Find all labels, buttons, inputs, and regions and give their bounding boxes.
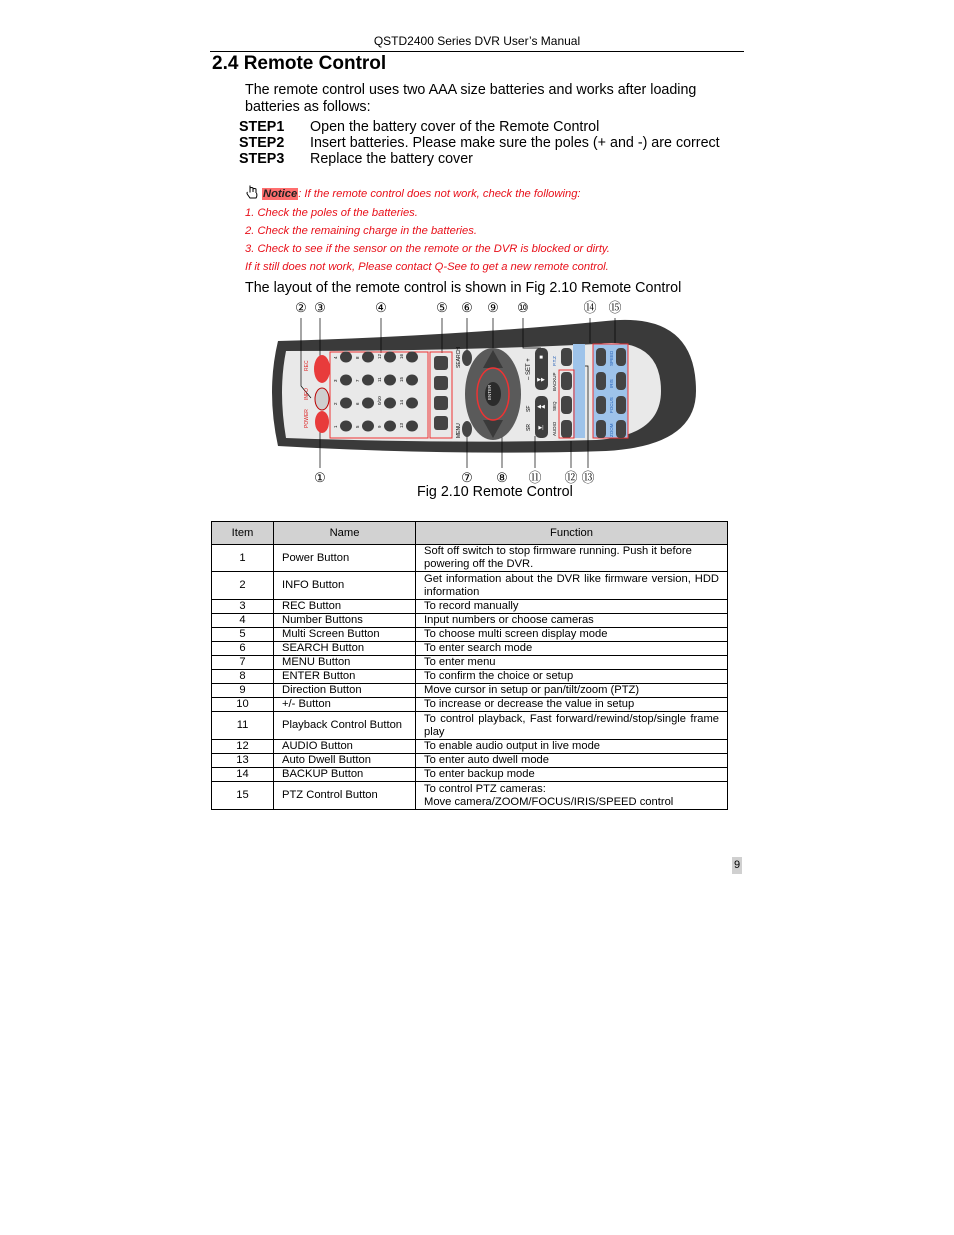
callout-14: ⑭ [583,300,597,315]
step-text: Replace the battery cover [310,151,473,167]
number-label: 14 [399,399,404,405]
cell-item: 7 [212,656,274,670]
number-button[interactable] [362,421,374,432]
notice-lead: : If the remote control does not work, check the following: [298,188,581,200]
backup-button[interactable] [561,372,572,390]
cell-function: To increase or decrease the value in setup [416,698,728,712]
cell-item: 4 [212,614,274,628]
cell-function: To confirm the choice or setup [416,670,728,684]
audio-button[interactable] [561,420,572,438]
number-button[interactable] [362,375,374,386]
cell-name: AUDIO Button [274,740,416,754]
info-button[interactable] [315,388,329,410]
ptz-strip [573,344,585,438]
cell-name: MENU Button [274,656,416,670]
step-1 [239,119,599,135]
cell-item: 6 [212,642,274,656]
multi-screen-button[interactable] [434,396,448,410]
cell-function: To enter search mode [416,642,728,656]
column-header-item: Item [212,522,274,545]
number-label: 8 [355,356,360,359]
table-body [212,545,728,810]
function-table [211,521,728,810]
table-row [212,628,728,642]
callout-2: ② [295,300,307,315]
figure-caption: Fig 2.10 Remote Control [417,484,573,500]
table-header-row [212,522,728,545]
frame-play-icon: ▶| [538,425,544,431]
cell-function: To enter backup mode [416,768,728,782]
cell-item: 15 [212,782,274,810]
number-label: 6 [355,402,360,405]
callout-1: ① [314,470,326,485]
search-button[interactable] [462,350,472,366]
callout-12: ⑫ [564,470,578,485]
backup-label: BACKUP [552,372,557,391]
pointing-hand-icon [244,184,260,200]
section-title: 2.4 Remote Control [212,53,387,74]
cell-function: To control playback, Fast forward/rewind/stop/single frame play [416,712,728,740]
callout-top-row [295,300,621,315]
fast-forward-icon: ▶▶ [537,377,545,383]
search-label: SEARCH [456,347,462,368]
menu-label: MENU [456,423,462,438]
callout-4: ④ [375,300,387,315]
table-row [212,670,728,684]
step-text: Open the battery cover of the Remote Control [310,119,600,135]
number-button[interactable] [340,398,352,409]
cell-function: Get information about the DVR like firmware version, HDD information [416,572,728,600]
number-button[interactable] [362,352,374,363]
cell-item: 3 [212,600,274,614]
cell-name: ENTER Button [274,670,416,684]
step-text: Insert batteries. Please make sure the poles (+ and -) are correct [310,135,720,151]
notice-heading [244,184,581,200]
notice-line: 1. Check the poles of the batteries. [245,207,418,219]
table-row [212,684,728,698]
direction-pad [465,348,521,440]
table-row [212,572,728,600]
number-label: 3 [333,379,338,382]
power-button[interactable] [315,411,329,433]
table-row [212,754,728,768]
speed-minus-button[interactable] [596,348,606,366]
callout-8: ⑧ [496,470,508,485]
page-number: 9 [732,857,742,874]
callout-5: ⑤ [436,300,448,315]
table-row [212,740,728,754]
callout-7: ⑦ [461,470,473,485]
info-label: INFO [304,388,310,400]
zoom-label: ZOOM [609,423,614,437]
cell-function: To record manually [416,600,728,614]
number-label: 11 [377,377,382,382]
sr-label: SR [526,424,532,431]
table-row [212,545,728,572]
multi-screen-button[interactable] [434,356,448,370]
cell-name: REC Button [274,600,416,614]
cell-item: 9 [212,684,274,698]
table-row [212,656,728,670]
cell-item: 10 [212,698,274,712]
cell-function: To enter menu [416,656,728,670]
cell-item: 13 [212,754,274,768]
cell-name: Multi Screen Button [274,628,416,642]
table-row [212,614,728,628]
table-row [212,712,728,740]
number-label: 5 [355,425,360,428]
cell-name: BACKUP Button [274,768,416,782]
callout-10: ⑩ [517,300,529,315]
cell-name: Direction Button [274,684,416,698]
speed-plus-button[interactable] [616,348,626,366]
number-label: 1 [333,425,338,428]
callout-13: ⑬ [581,470,595,485]
step-3 [239,151,473,167]
step-2 [239,135,720,151]
cell-item: 1 [212,545,274,572]
cell-function: To enter auto dwell mode [416,754,728,768]
speed-label: SPEED [609,350,614,366]
number-label: 15 [399,376,404,382]
header-rule [210,51,744,52]
cell-item: 11 [212,712,274,740]
number-label: 0/10 [377,396,382,405]
sf-label: SF [526,405,532,412]
number-button[interactable] [362,398,374,409]
cell-function: Move cursor in setup or pan/tilt/zoom (PTZ) [416,684,728,698]
table-row [212,698,728,712]
cell-item: 12 [212,740,274,754]
table-row [212,642,728,656]
number-button[interactable] [340,375,352,386]
step-label: STEP3 [239,151,285,167]
column-header-function: Function [416,522,728,545]
zoom-plus-button[interactable] [616,420,626,438]
number-button[interactable] [340,352,352,363]
multi-screen-button[interactable] [434,376,448,390]
cell-name: Playback Control Button [274,712,416,740]
remote-control-figure [256,296,702,486]
cell-item: 8 [212,670,274,684]
seq-label: SEQ [552,401,557,411]
cell-name: Number Buttons [274,614,416,628]
table-row [212,782,728,810]
table-row [212,600,728,614]
rec-button[interactable] [314,355,330,383]
cell-item: 5 [212,628,274,642]
cell-function: Soft off switch to stop firmware running. Push it before powering off the DVR. [416,545,728,572]
number-label: 4 [333,356,338,359]
number-button[interactable] [384,352,396,363]
number-label: 16 [399,353,404,359]
callout-11: ⑪ [528,470,542,485]
number-button[interactable] [406,398,418,409]
number-button[interactable] [340,421,352,432]
cell-function: To control PTZ cameras: Move camera/ZOOM/FOCUS/IRIS/SPEED control [416,782,728,810]
number-label: 7 [355,379,360,382]
cell-function: Input numbers or choose cameras [416,614,728,628]
layout-sentence: The layout of the remote control is shown in Fig 2.10 Remote Control [245,280,682,296]
number-button[interactable] [384,398,396,409]
callout-3: ③ [314,300,326,315]
callout-9: ⑨ [487,300,499,315]
rec-label: REC [304,360,310,371]
cell-name: SEARCH Button [274,642,416,656]
intro-paragraph: The remote control uses two AAA size batteries and works after loading batteries as follows: [245,82,697,115]
multi-screen-button[interactable] [434,416,448,430]
notice-line: 3. Check to see if the sensor on the remote or the DVR is blocked or dirty. [245,243,610,255]
number-button[interactable] [406,352,418,363]
callout-6: ⑥ [461,300,473,315]
cell-name: Auto Dwell Button [274,754,416,768]
iris-plus-button[interactable] [616,372,626,390]
number-button[interactable] [384,375,396,386]
cell-name: Power Button [274,545,416,572]
column-header-name: Name [274,522,416,545]
menu-button[interactable] [462,421,472,437]
cell-name: PTZ Control Button [274,782,416,810]
rewind-icon: ◀◀ [537,404,545,410]
callout-15: ⑮ [608,300,622,315]
step-label: STEP2 [239,135,285,151]
iris-minus-button[interactable] [596,372,606,390]
playback-button[interactable] [535,396,548,438]
number-label: 13 [399,422,404,428]
callout-bottom-row [314,470,594,485]
audio-label: AUDIO [552,421,557,436]
set-label: – SET + [526,358,532,380]
stop-icon: ■ [539,355,543,361]
iris-label: IRIS [609,379,614,388]
notice-line: If it still does not work, Please contact Q-See to get a new remote control. [245,261,609,273]
focus-plus-button[interactable] [616,396,626,414]
running-header: QSTD2400 Series DVR User’s Manual [373,34,581,48]
ptz-label: P.T.Z [552,356,557,366]
cell-name: +/- Button [274,698,416,712]
notice-label: Notice [263,188,298,200]
focus-minus-button[interactable] [596,396,606,414]
ptz-button[interactable] [561,348,572,366]
step-label: STEP1 [239,119,285,135]
cell-item: 14 [212,768,274,782]
number-button[interactable] [384,421,396,432]
cell-item: 2 [212,572,274,600]
table-row [212,768,728,782]
number-button[interactable] [406,421,418,432]
left-button-column [304,355,330,433]
notice-line: 2. Check the remaining charge in the batteries. [245,225,477,237]
number-label: 12 [377,353,382,359]
cell-name: INFO Button [274,572,416,600]
power-label: POWER [304,409,310,428]
seq-button[interactable] [561,396,572,414]
number-button[interactable] [406,375,418,386]
focus-label: FOCUS [609,397,614,413]
number-label: 2 [333,402,338,405]
number-label: 9 [377,425,382,428]
cell-function: To enable audio output in live mode [416,740,728,754]
cell-function: To choose multi screen display mode [416,628,728,642]
enter-label: ENTER [487,384,492,400]
zoom-minus-button[interactable] [596,420,606,438]
